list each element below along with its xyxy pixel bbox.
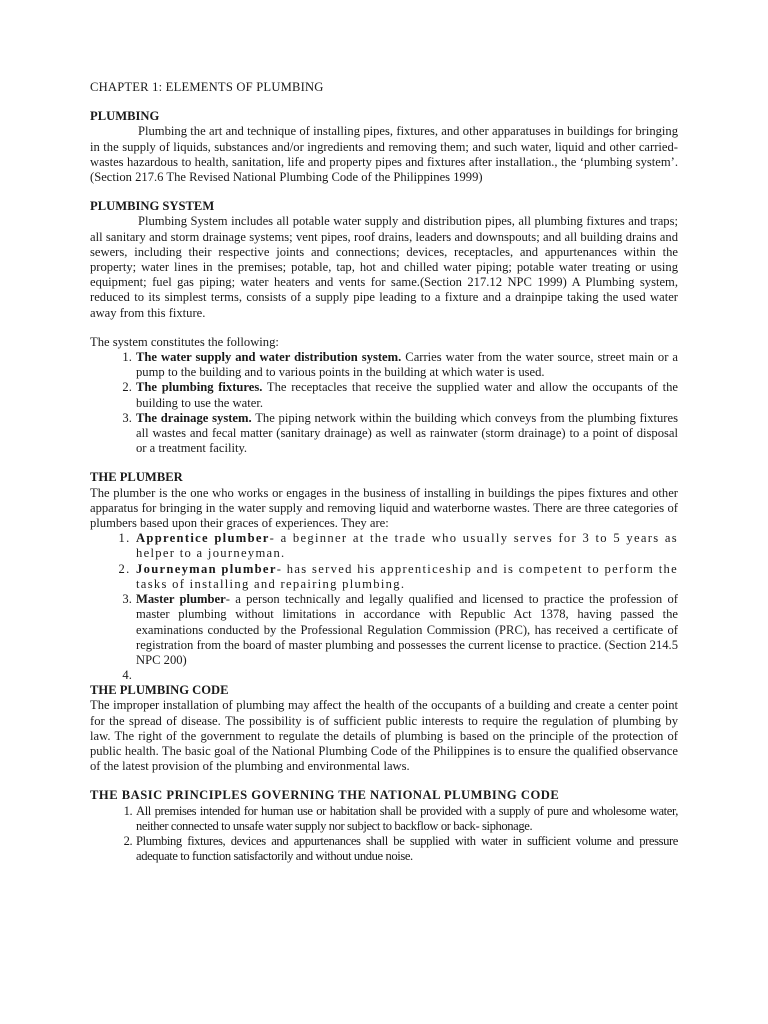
section-the-plumber — [90, 470, 678, 683]
paragraph-the-plumber: The plumber is the one who works or engages in the business of installing in buildings the pipes fixtures and other apparatus for bringing in the water supply and removing liquid and waterborne wastes. There are three categories of plumbers based upon their graces of experiences. They are: — [90, 485, 678, 531]
list-item-text: - a beginner at the trade who usually serves for 3 to 5 years as helper to a journeyman. — [136, 531, 678, 561]
section-heading-plumbing-code: THE PLUMBING CODE — [90, 683, 229, 698]
document-page — [90, 80, 678, 878]
list-item — [135, 531, 678, 561]
section-plumbing-code — [90, 683, 678, 774]
spacer — [90, 321, 678, 335]
list-item — [135, 411, 678, 457]
system-components-list — [90, 350, 678, 456]
list-item-lead: The drainage system. — [136, 410, 252, 425]
section-heading-plumbing-system: PLUMBING SYSTEM — [90, 199, 215, 214]
list-item-lead: The water supply and water distribution system. — [136, 350, 402, 365]
list-item-lead: The plumbing fixtures. — [136, 380, 263, 395]
paragraph-plumbing-code: The improper installation of plumbing may affect the health of the occupants of a building and create a center point for the spread of disease. The possibility is of sufficient public interests to require the regulation of plumbing by law. The right of the government to regulate the details of plumbing is based on the principle of the protection of public health. The basic goal of the National Plumbing Code of the Philippines is to ensure the qualified observance of the latest provision of the plumbing and environmental laws. — [90, 698, 678, 774]
list-item-text: The piping network within the building which conveys from the plumbing fixtures all wastes and fecal matter (sanitary drainage) as well as rainwater (storm drainage) to a point of disposal or a treatment facility. — [136, 410, 678, 456]
chapter-title: CHAPTER 1: ELEMENTS OF PLUMBING — [90, 80, 324, 94]
paragraph-plumbing-system: Plumbing System includes all potable water supply and distribution pipes, all plumbing fixtures and traps; all sanitary and storm drainage systems; vent pipes, roof drains, leaders and downspouts; and all building drains and sewers, including their respective joints and connections; devices, receptacles, and appurtenances within the property; water lines in the premises; potable, tap, hot and chilled water piping; potable water treating or using equipment; fuel gas piping; water heaters and vents for same.(Section 217.12 NPC 1999) A Plumbing system, reduced to its simplest terms, consists of a supply pipe leading to a fixture and a drainpipe taking the used water away from this fixture. — [90, 214, 678, 320]
section-basic-principles — [90, 788, 678, 864]
section-heading-basic-principles: THE BASIC PRINCIPLES GOVERNING THE NATIONAL PLUMBING CODE — [90, 788, 560, 803]
list-item: 2. Plumbing fixtures, devices and appurtenances shall be supplied with water in sufficient volume and pressure adequate to function satisfactorily and without undue noise. — [135, 834, 678, 864]
list-item — [135, 592, 678, 668]
principles-list — [90, 804, 678, 865]
section-heading-plumbing: PLUMBING — [90, 109, 160, 124]
paragraph-system-intro: The system constitutes the following: — [90, 334, 279, 349]
list-item-lead: Journeyman plumber — [136, 561, 277, 576]
list-item-empty — [135, 668, 678, 683]
list-item-text: The receptacles that receive the supplied water and allow the occupants of the building to use the water. — [136, 380, 678, 410]
list-item: 1. All premises intended for human use or habitation shall be provided with a supply of pure and wholesome water, neither connected to unsafe water supply nor subject to backflow or back- siphonage. — [135, 804, 678, 834]
paragraph-plumbing: Plumbing the art and technique of installing pipes, fixtures, and other apparatuses in buildings for bringing in the supply of liquids, substances and/or ingredients and removing them; and such water, liquid and other carried-wastes hazardous to health, sanitation, life and property pipes and fixtures after installation., the ‘plumbing system’. (Section 217.6 The Revised National Plumbing Code of the Philippines 1999) — [90, 124, 678, 185]
list-item-text: Carries water from the water source, street main or a pump to the building and to various points in the building at which water is used. — [136, 350, 679, 380]
list-item-text: - a person technically and legally qualified and licensed to practice the profession of master plumbing without limitations in accordance with Republic Act 1378, having passed the examinations conducted by the Professional Regulation Commission (PRC), has received a certificate of registration from the board of master plumbing and possesses the current license to practice. (Section 214.5 NPC 200) — [136, 592, 679, 667]
section-plumbing — [90, 109, 678, 185]
list-item-text: - has served his apprenticeship and is competent to perform the tasks of installing and repairing plumbing. — [136, 561, 678, 591]
list-item-lead: Master plumber — [136, 592, 226, 607]
list-item — [135, 380, 678, 410]
section-plumbing-system — [90, 199, 678, 456]
list-item-lead: Apprentice plumber — [136, 531, 270, 546]
section-heading-the-plumber: THE PLUMBER — [90, 470, 183, 485]
list-item — [135, 350, 678, 380]
plumber-categories-list — [90, 531, 678, 683]
list-item — [135, 562, 678, 592]
